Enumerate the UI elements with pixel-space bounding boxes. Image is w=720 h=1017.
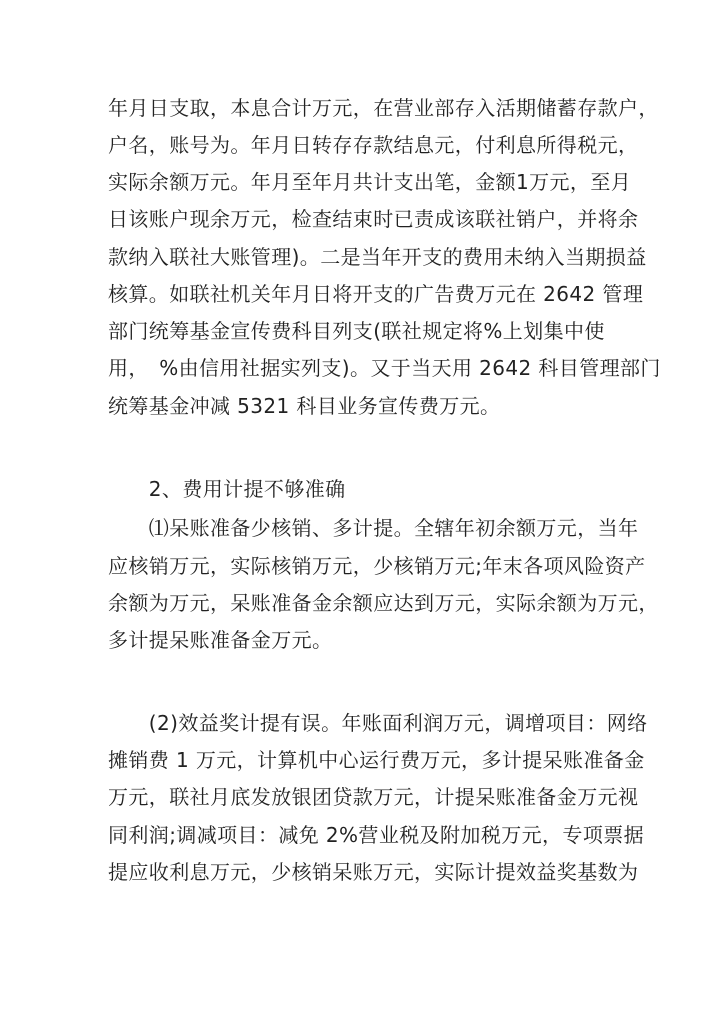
text-line: 应核销万元，实际核销万元，少核销万元;年末各项风险资产 (108, 554, 646, 578)
text-line: 摊销费 1 万元，计算机中心运行费万元，多计提呆账准备金 (108, 748, 645, 772)
text-line: 日该账户现余万元，检查结束时已责成该联社销户，并将余 (108, 207, 639, 231)
text-line: 核算。如联社机关年月日将开支的广告费万元在 2642 管理 (108, 282, 644, 306)
text-line: 余额为万元，呆账准备金余额应达到万元，实际余额为万元， (108, 591, 659, 615)
text-line: 统筹基金冲减 5321 科目业务宣传费万元。 (108, 394, 501, 418)
heading-text: 2、费用计提不够准确 (108, 477, 346, 501)
text-line: 款纳入联社大账管理)。二是当年开支的费用未纳入当期损益 (108, 245, 647, 269)
text-line: ⑴呆账准备少核销、多计提。全辖年初余额万元，当年 (108, 516, 639, 540)
text-line: 部门统筹基金宣传费科目列支(联社规定将%上划集中使 (108, 319, 605, 343)
text-line: (2)效益奖计提有误。年账面利润万元，调增项目：网络 (108, 711, 648, 735)
text-line: 多计提呆账准备金万元。 (108, 628, 333, 652)
text-line: 户名，账号为。年月日转存存款结息元，付利息所得税元， (108, 133, 639, 157)
text-line: 同利润;调减项目：减免 2%营业税及附加税万元，专项票据 (108, 823, 645, 847)
text-line: 实际余额万元。年月至年月共计支出笔，金额1万元，至月 (108, 170, 632, 194)
text-line: 年月日支取，本息合计万元，在营业部存入活期储蓄存款户， (108, 96, 659, 120)
text-line: 提应收利息万元，少核销呆账万元，实际计提效益奖基数为 (108, 860, 639, 884)
text-line: 用， %由信用社据实列支)。又于当天用 2642 科目管理部门 (108, 356, 661, 380)
text-line: 万元，联社月底发放银团贷款万元，计提呆账准备金万元视 (108, 785, 639, 809)
